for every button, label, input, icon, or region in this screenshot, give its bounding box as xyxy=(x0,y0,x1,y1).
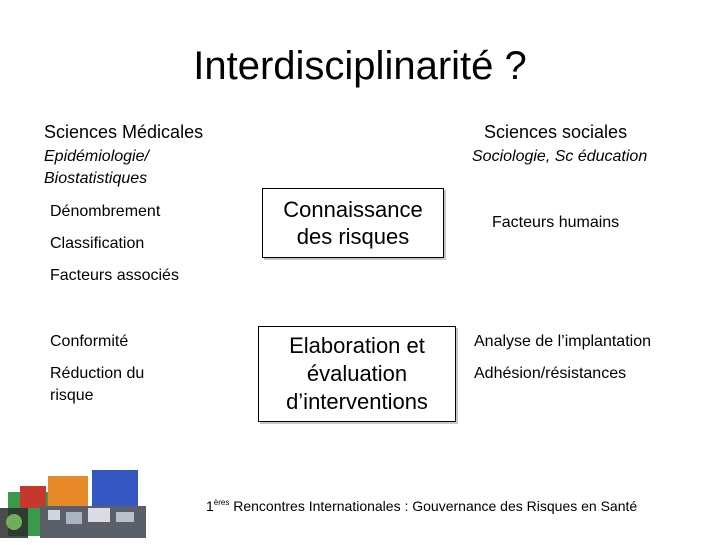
left-subtitle: Epidémiologie/ Biostatistiques xyxy=(44,148,149,187)
footer-conference: Rencontres Internationales : Gouvernance des Risques en Santé xyxy=(233,498,638,514)
left-item-denombrement: Dénombrement xyxy=(50,203,161,220)
box-connaissance-risques: Connaissance des risques xyxy=(262,188,444,258)
footer-superscript: ères xyxy=(213,498,230,507)
left-item-reduction: Réduction du risque xyxy=(50,365,145,404)
left-item-classification: Classification xyxy=(50,235,145,252)
right-item-adhesion: Adhésion/résistances xyxy=(474,365,627,382)
left-item-facteurs-associes: Facteurs associés xyxy=(50,267,179,284)
box-elaboration-interventions: Elaboration et évaluation d’interventions xyxy=(258,326,456,422)
footer-text xyxy=(206,493,637,516)
left-item-conformite: Conformité xyxy=(50,333,129,350)
logo-red-square xyxy=(20,486,46,508)
slide-title: Interdisciplinarité ? xyxy=(193,44,527,88)
footer-number: 1 xyxy=(206,498,214,514)
right-item-facteurs-humains: Facteurs humains xyxy=(492,214,620,231)
right-item-analyse: Analyse de l’implantation xyxy=(474,333,651,350)
right-subtitle: Sociologie, Sc éducation xyxy=(472,148,648,165)
conference-logo xyxy=(0,468,150,540)
left-heading: Sciences Médicales xyxy=(44,122,204,142)
right-heading: Sciences sociales xyxy=(484,122,628,142)
